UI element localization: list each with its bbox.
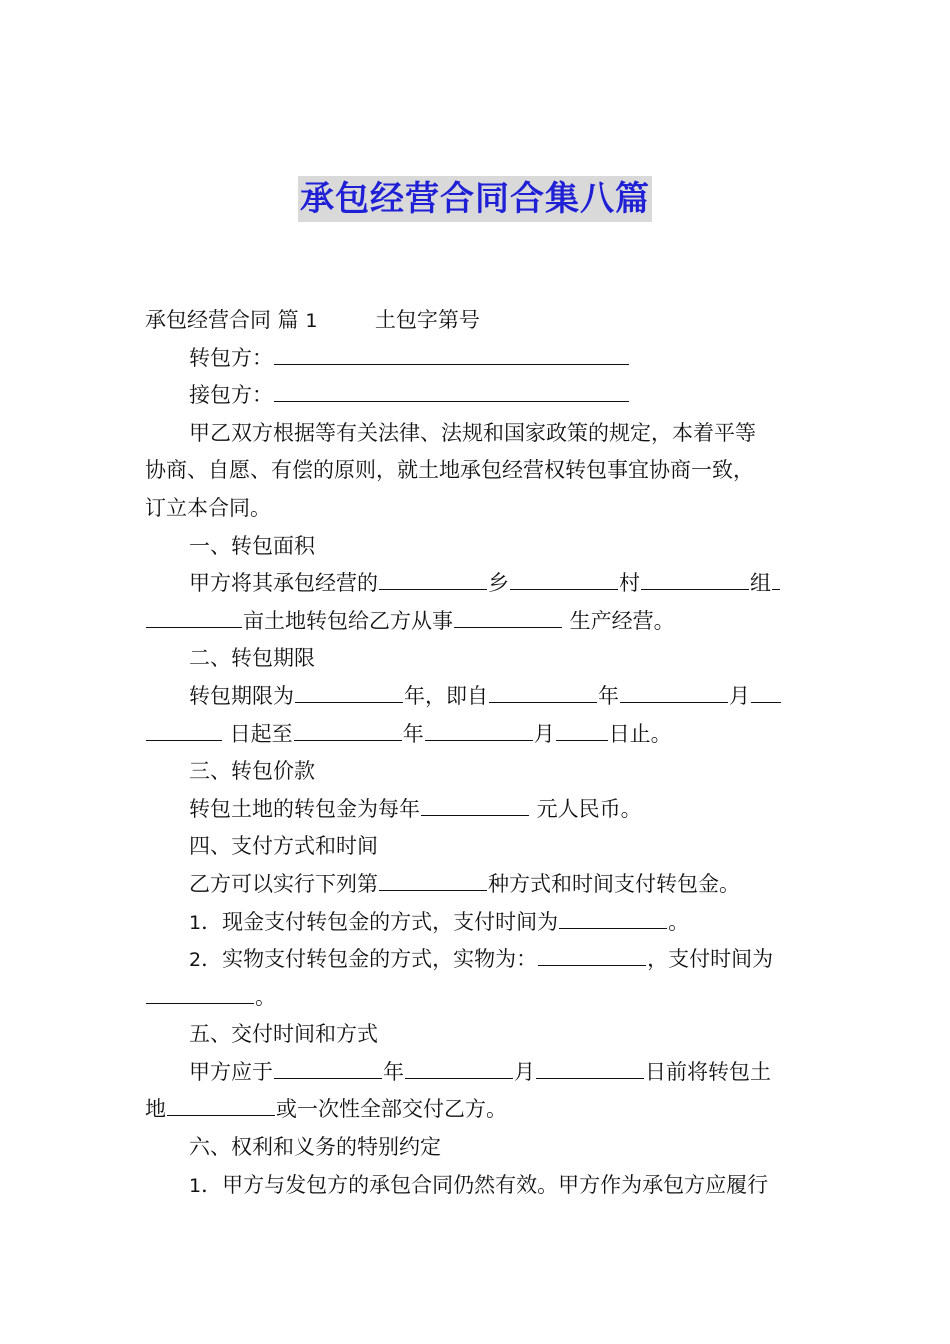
contract-number: 1 bbox=[305, 310, 318, 332]
township-blank[interactable] bbox=[379, 565, 487, 590]
delivery-day-blank[interactable] bbox=[536, 1054, 644, 1079]
line-text: 乙方可以实行下列第 bbox=[189, 871, 378, 896]
receiver-blank[interactable] bbox=[274, 377, 629, 402]
line-text: 。 bbox=[255, 984, 276, 1009]
area-line bbox=[145, 565, 807, 603]
line-text: 日止。 bbox=[608, 721, 672, 746]
annual-fee-blank[interactable] bbox=[421, 791, 529, 816]
document-body bbox=[145, 302, 807, 1204]
paragraph-text: 订立本合同。 bbox=[145, 495, 271, 520]
goods-blank[interactable] bbox=[538, 941, 646, 966]
line-text: 月 bbox=[514, 1059, 535, 1084]
section-heading bbox=[145, 640, 807, 678]
line-text: 元人民币。 bbox=[530, 796, 642, 821]
delivery-month-blank[interactable] bbox=[405, 1054, 513, 1079]
kind-payment-line-2 bbox=[145, 979, 807, 1017]
subcontractor-line bbox=[145, 340, 807, 378]
contract-heading-line bbox=[145, 302, 807, 340]
kind-payment-line bbox=[145, 941, 807, 979]
item-number: 1 bbox=[189, 911, 202, 934]
paragraph-line bbox=[145, 490, 807, 528]
paragraph-text: 甲乙双方根据等有关法律、法规和国家政策的规定，本着平等 bbox=[189, 420, 756, 445]
start-day-blank-a[interactable] bbox=[751, 678, 781, 703]
start-day-blank-b[interactable] bbox=[146, 716, 222, 741]
rights-line bbox=[145, 1167, 807, 1205]
title-container bbox=[0, 176, 950, 222]
area-blank[interactable] bbox=[146, 603, 242, 628]
line-text: 年，即自 bbox=[404, 683, 488, 708]
line-text: 月 bbox=[729, 683, 750, 708]
end-year-blank[interactable] bbox=[294, 716, 402, 741]
section-heading bbox=[145, 1129, 807, 1167]
village-blank[interactable] bbox=[510, 565, 618, 590]
area-blank-start[interactable] bbox=[772, 565, 780, 590]
line-text: 种方式和时间支付转包金。 bbox=[488, 871, 740, 896]
section-heading-text: 六、权利和义务的特别约定 bbox=[189, 1135, 441, 1160]
line-text: 年 bbox=[402, 721, 424, 746]
paragraph-line bbox=[145, 452, 807, 490]
delivery-year-blank[interactable] bbox=[274, 1054, 382, 1079]
section-heading-text: 四、支付方式和时间 bbox=[189, 834, 378, 859]
end-day-blank[interactable] bbox=[556, 716, 608, 741]
line-text: 组 bbox=[750, 571, 771, 596]
start-year-blank[interactable] bbox=[489, 678, 597, 703]
line-text: ．现金支付转包金的方式，支付时间为 bbox=[201, 909, 559, 934]
line-text: 年 bbox=[383, 1059, 404, 1084]
section-heading bbox=[145, 528, 807, 566]
payment-line bbox=[145, 866, 807, 904]
section-heading-text: 二、转包期限 bbox=[189, 646, 315, 671]
payment-method-blank[interactable] bbox=[379, 866, 487, 891]
line-text: ，支付时间为 bbox=[647, 947, 774, 972]
line-text: 年 bbox=[598, 683, 619, 708]
group-blank[interactable] bbox=[641, 565, 749, 590]
term-line bbox=[145, 678, 807, 716]
line-text: ．甲方与发包方的承包合同仍然有效。甲方作为承包方应履行 bbox=[201, 1172, 769, 1197]
business-blank[interactable] bbox=[454, 603, 562, 628]
line-text: 。 bbox=[668, 909, 690, 934]
term-line-2 bbox=[145, 716, 807, 754]
kind-time-blank[interactable] bbox=[146, 979, 254, 1004]
line-text: 乡 bbox=[488, 571, 509, 596]
item-number: 2 bbox=[189, 949, 202, 972]
line-text: ．实物支付转包金的方式，实物为： bbox=[201, 947, 538, 972]
line-text: 日起至 bbox=[223, 721, 293, 746]
line-text: 甲方应于 bbox=[189, 1059, 273, 1084]
start-month-blank[interactable] bbox=[620, 678, 728, 703]
section-heading bbox=[145, 828, 807, 866]
subcontractor-label: 转包方： bbox=[189, 345, 273, 370]
cash-time-blank[interactable] bbox=[559, 904, 667, 929]
line-text: 转包土地的转包金为每年 bbox=[189, 796, 420, 821]
line-text: 日前将转包土 bbox=[645, 1059, 771, 1084]
line-text: 月 bbox=[533, 721, 555, 746]
delivery-method-blank[interactable] bbox=[167, 1091, 275, 1116]
term-years-blank[interactable] bbox=[295, 678, 403, 703]
contract-heading: 承包经营合同 篇 bbox=[145, 308, 299, 332]
paragraph-text: 协商、自愿、有偿的原则，就土地承包经营权转包事宜协商一致， bbox=[145, 458, 754, 483]
section-heading-text: 一、转包面积 bbox=[189, 533, 315, 558]
document-title: 承包经营合同合集八篇 bbox=[298, 176, 652, 222]
cash-payment-line bbox=[145, 904, 807, 942]
contract-code: 土包字第号 bbox=[374, 308, 480, 332]
end-month-blank[interactable] bbox=[425, 716, 533, 741]
delivery-line-2 bbox=[145, 1091, 807, 1129]
area-line-2 bbox=[145, 603, 807, 641]
section-heading bbox=[145, 753, 807, 791]
item-number: 1 bbox=[189, 1174, 202, 1197]
line-text: 村 bbox=[619, 571, 640, 596]
receiver-label: 接包方： bbox=[189, 383, 273, 408]
section-heading-text: 三、转包价款 bbox=[189, 759, 315, 784]
line-text: 甲方将其承包经营的 bbox=[189, 571, 378, 596]
section-heading bbox=[145, 1016, 807, 1054]
line-text: 转包期限为 bbox=[189, 683, 294, 708]
line-text: 生产经营。 bbox=[563, 608, 675, 633]
price-line bbox=[145, 791, 807, 829]
section-heading-text: 五、交付时间和方式 bbox=[189, 1022, 378, 1047]
line-text: 地 bbox=[145, 1097, 166, 1122]
paragraph-line bbox=[145, 415, 807, 453]
line-text: 亩土地转包给乙方从事 bbox=[243, 608, 453, 633]
delivery-line bbox=[145, 1054, 807, 1092]
line-text: 或一次性全部交付乙方。 bbox=[276, 1097, 507, 1122]
subcontractor-blank[interactable] bbox=[274, 340, 629, 365]
receiver-line bbox=[145, 377, 807, 415]
